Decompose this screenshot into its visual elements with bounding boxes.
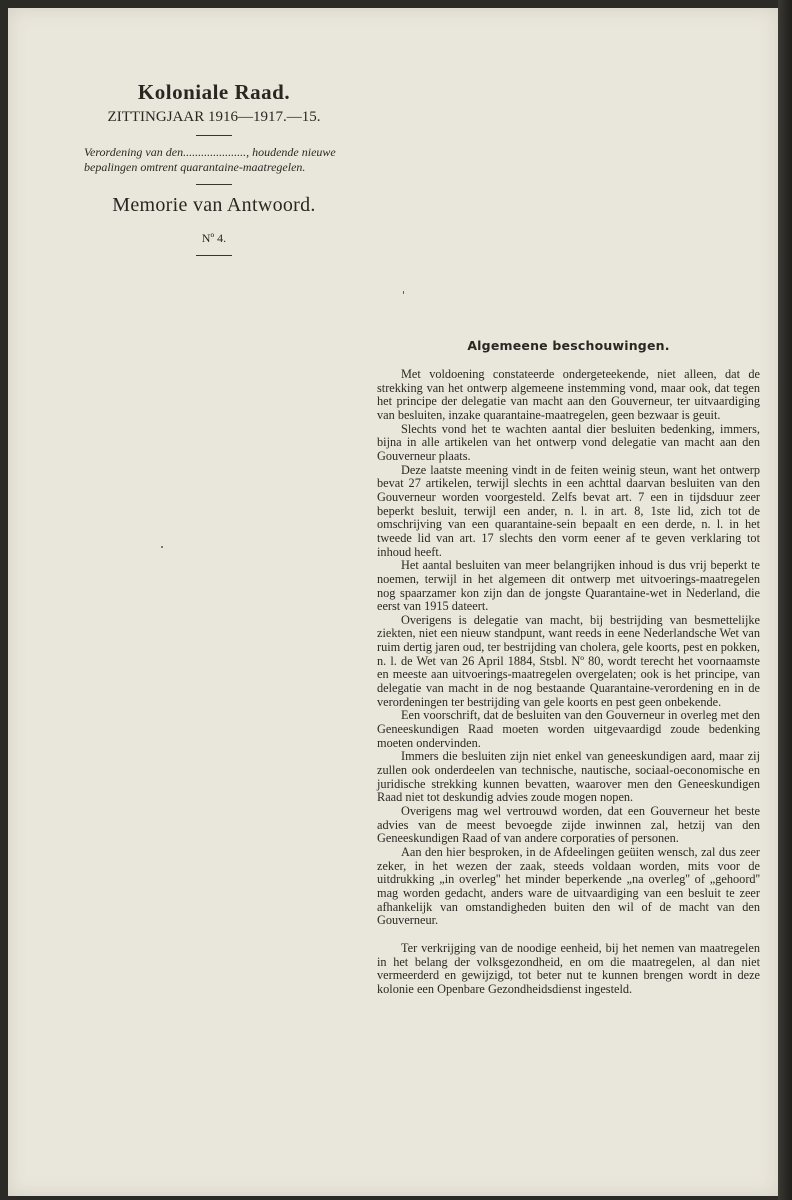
divider [196, 184, 232, 185]
document-page [8, 8, 778, 1196]
paragraph: Slechts vond het te wachten aantal dier besluiten bedenking, immers, bijna in alle artikelen van het ontwerp vond delegatie van macht aan den Gouverneur plaats. [377, 421, 760, 463]
paragraph: Een voorschrift, dat de besluiten van den Gouverneur in overleg met den Geneeskundigen Raad moeten worden uitgevaardigd zoude bedenking moeten ondervinden. [377, 708, 760, 750]
paragraph: Overigens is delegatie van macht, bij bestrijding van besmettelijke ziekten, niet een nieuw standpunt, want reeds in eene Nederlandsche Wet van ruim dertig jaren oud, ter bestrijding van cholera, gele koorts, pest en pokken, n. l. de Wet van 26 April 1884, Stsbl. Nº 80, wordt terecht het voornaamste en meeste aan uitvoerings-maatregelen overgelaten; ook is het principe, van delegatie van macht in de nog bestaande Quarantaine-verordening en in de verordeningen ter bestrijding van gele koorts en pest geen onbekende. [377, 612, 760, 709]
paragraph: Het aantal besluiten van meer belangrijken inhoud is dus vrij beperkt te noemen, terwijl in het algemeen dit ontwerp met uitvoerings-maatregelen nog spaarzamer kon zijn dan de jongste Quarantaine-wet in Nederland, die eerst van 1915 dateert. [377, 558, 760, 614]
session-year: ZITTINGJAAR 1916—1917.—15. [107, 109, 321, 125]
document-body [377, 338, 760, 997]
paper-speck [403, 291, 404, 294]
scan-edge [778, 0, 792, 1200]
paragraph: Deze laatste meening vindt in de feiten weinig steun, want het ontwerp bevat 27 artikelen, terwijl slechts in een achttal daarvan besluiten van den Gouverneur worden voorgesteld. Zelfs bevat art. 7 een in tijdsduur zeer beperkt besluit, terwijl een ander, n. l. in art. 8, 1ste lid, zich tot de omschrijving van een quarantaine-sein bepaalt en een derde, n. l. in het tweede lid van art. 17 slechts den vorm eener af te geven verklaring tot inhoud heeft. [377, 462, 760, 559]
section-heading: Algemeene beschouwingen. [467, 338, 670, 353]
paragraph: Immers die besluiten zijn niet enkel van geneeskundigen aard, maar zij zullen ook onderdeelen van technische, nautische, sociaal-oeconomische en juridische strekking kunnen bevatten, waarover men den Geneeskundigen Raad niet tot deskundig advies zoude mogen nopen. [377, 749, 760, 805]
divider [196, 135, 232, 136]
document-header [78, 80, 350, 265]
document-number: Nº 4. [201, 231, 227, 245]
paragraph: Met voldoening constateerde ondergeteekende, niet alleen, dat de strekking van het ontwerp algemeene instemming vond, maar ook, dat tegen het principe der delegatie van macht aan den Gouverneur, ter uitvaardiging van besluiten, inzake quarantaine-maatregelen, geen bezwaar is geuit. [377, 367, 760, 422]
document-title: Memorie van Antwoord. [112, 194, 316, 216]
divider [196, 255, 232, 256]
paragraph: Aan den hier besproken, in de Afdeelingen geüiten wensch, zal dus zeer zeker, in het wezen der zaak, steeds voldaan worden, mits voor de uitdrukking „in overleg'' het minder beperkende „na overleg'' of „gehoord'' mag worden gedacht, anders ware de uitvaardiging van een besluit te zeer afhankelijk van omstandigheden buiten den wil of de macht van den Gouverneur. [377, 844, 760, 928]
ordinance-subject: Verordening van den....................., houdende nieuwe bepalingen omtrent quarantaine-maatregelen. [84, 145, 336, 174]
council-title: Koloniale Raad. [137, 80, 291, 104]
paragraph: Ter verkrijging van de noodige eenheid, bij het nemen van maatregelen in het belang der volksgezondheid, en om die maatregelen, al dan niet vermeerderd en gewijzigd, tot beter nut te kunnen brengen wordt in deze kolonie een Openbare Gezondheidsdienst ingesteld. [377, 940, 760, 996]
paragraph: Overigens mag wel vertrouwd worden, dat een Gouverneur het beste advies van de meest bevoegde zijde inwinnen zal, hetzij van den Geneeskundigen Raad of van andere corporaties of personen. [377, 804, 760, 846]
paper-speck [161, 546, 163, 548]
